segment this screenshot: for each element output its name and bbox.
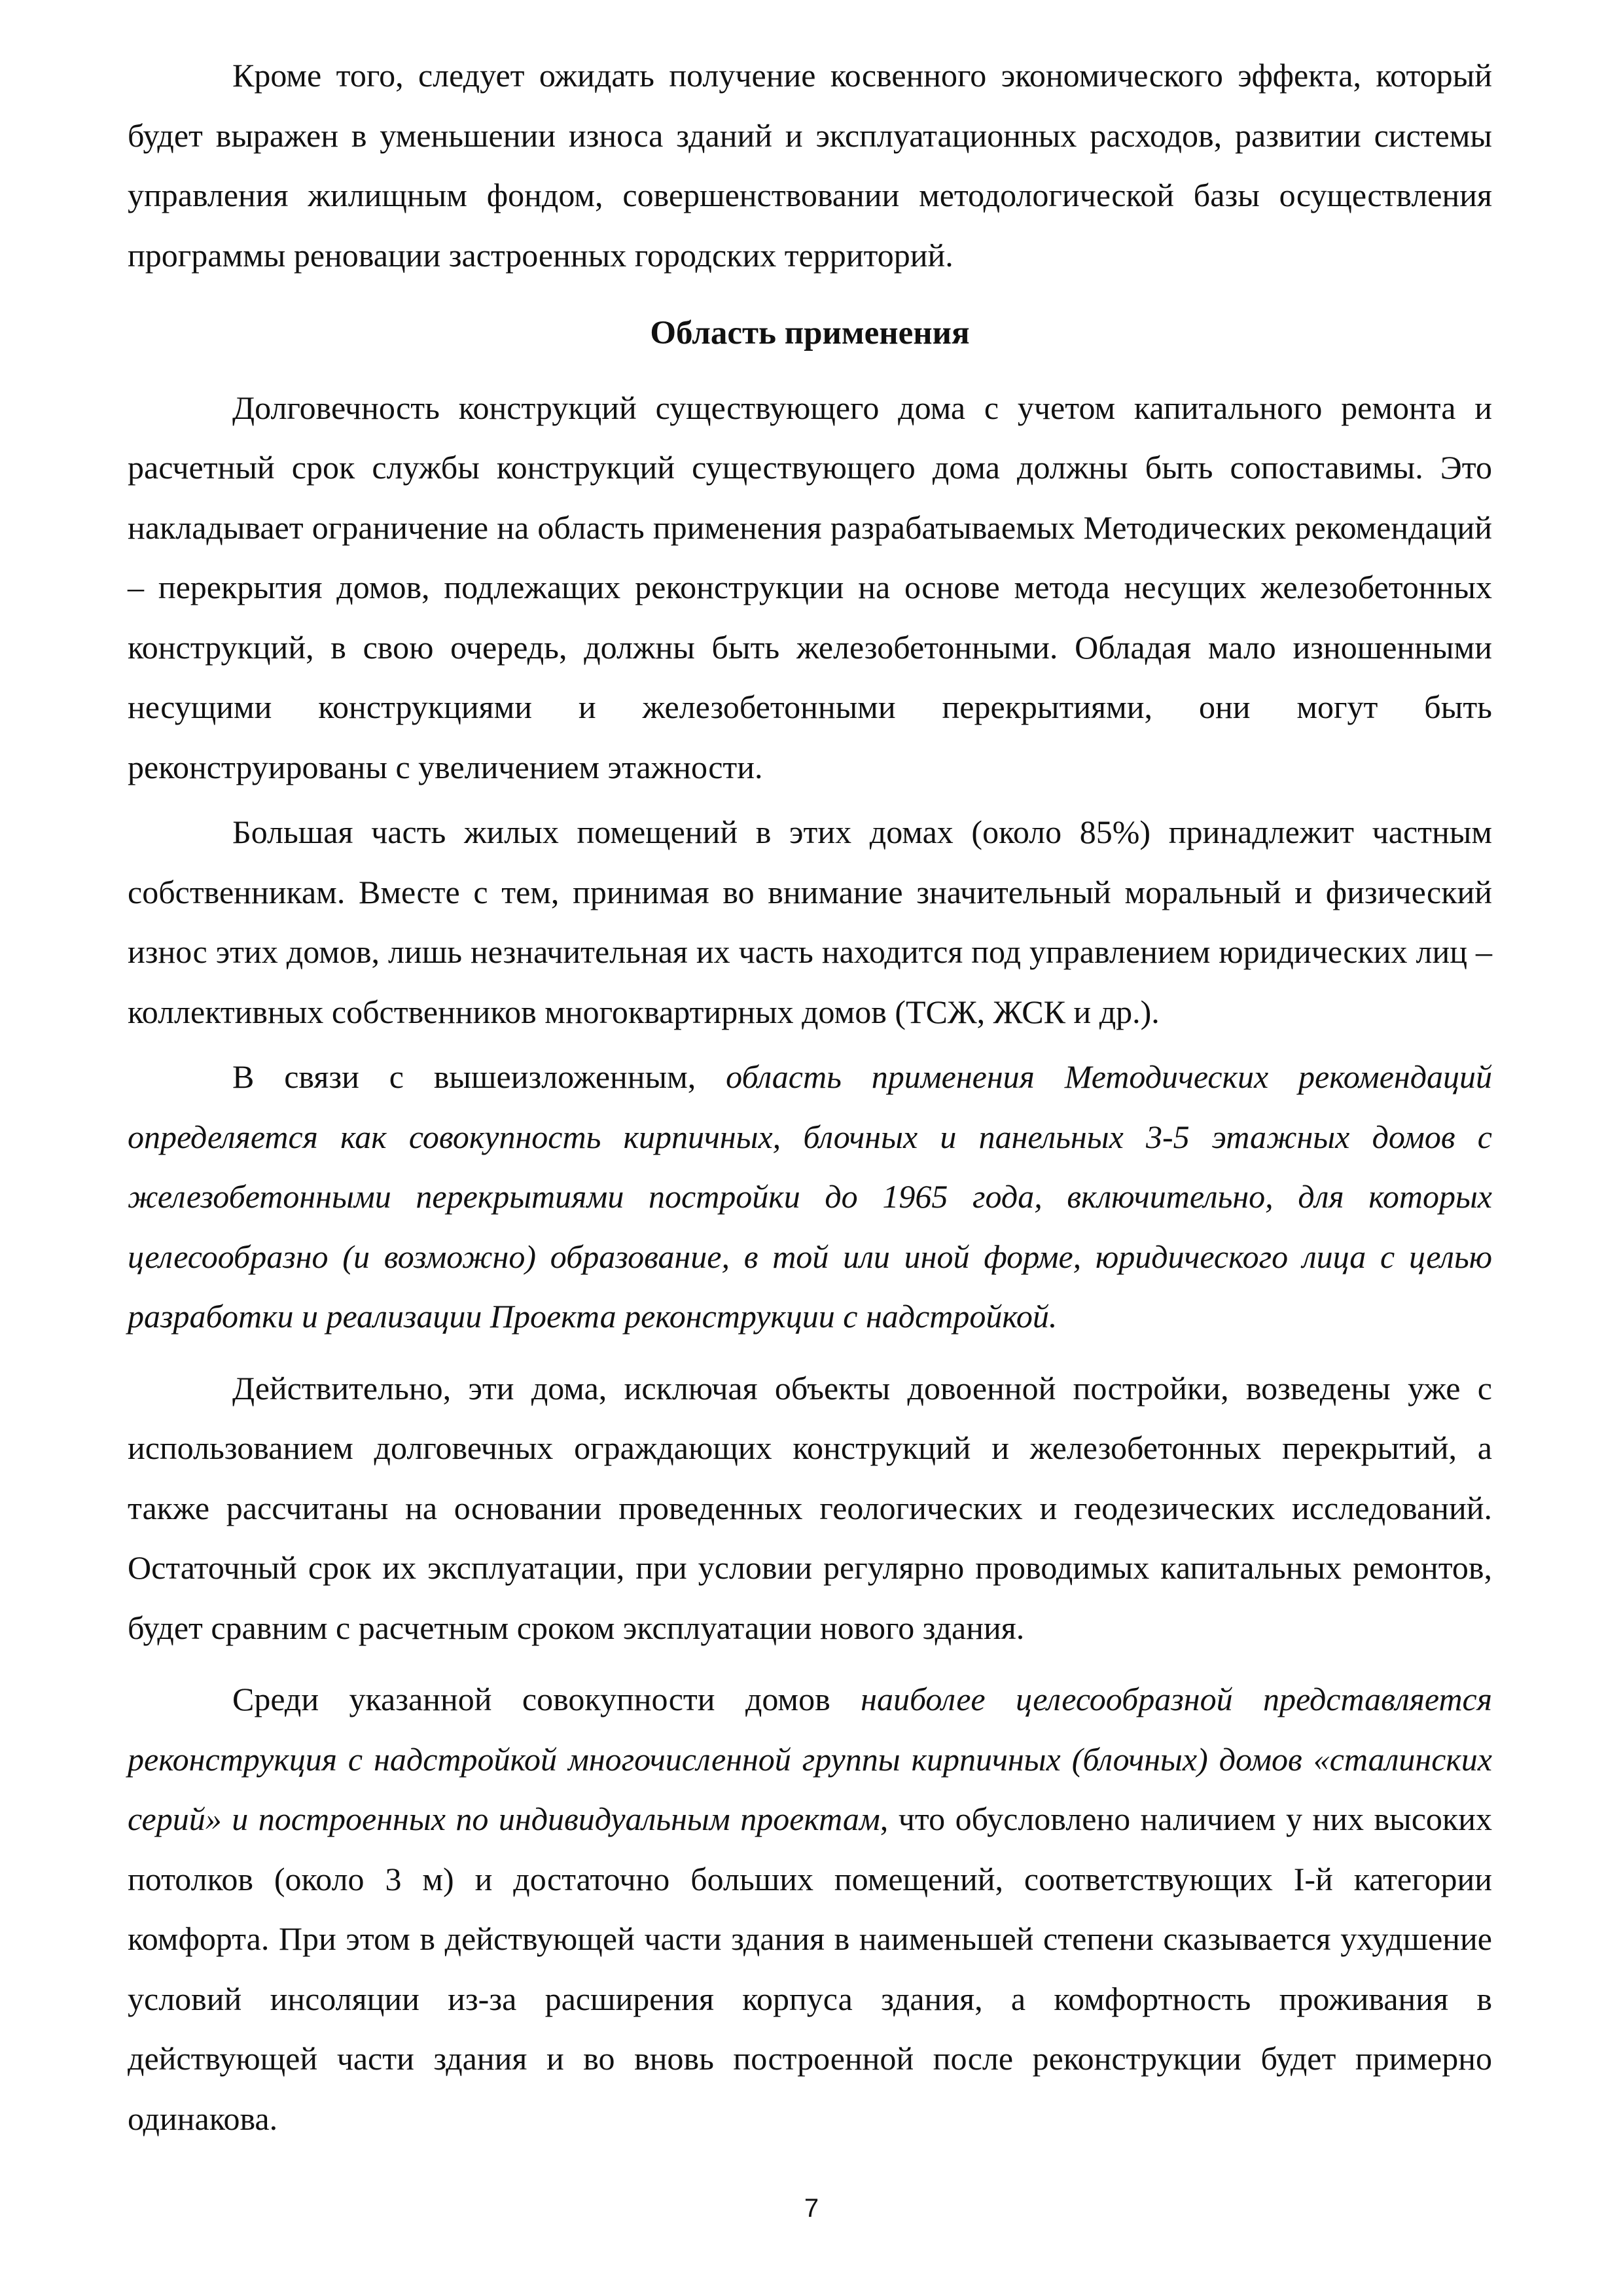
paragraph-scope-definition: область применения Методических рекомендаций определяется как совокупность кирпичных, блочных и панельных 3-5 этажных домов с железобетонными перекрытиями постройки до 1965 года, включительно, для которых целесообразно (и возможно) образование, в той или иной форме, юридического лица с целью разработки и реализации Проекта реконструкции с надстройкой. [128,1058,1492,1335]
paragraph-priority-tail: , что обусловлено наличием у них высоких потолков (около 3 м) и достаточно больших помещений, соответствующих I-й категории комфорта. При этом в действующей части здания в наименьшей степени сказывается ухудшение условий инсоляции из-за расширения корпуса здания, а комфортность проживания в действующей части здания и во вновь построенной после реконструкции будет примерно одинакова. [128,1801,1492,2137]
paragraph-priority-lead: Среди указанной совокупности домов [232,1681,861,1717]
paragraph-durability: Долговечность конструкций существующего дома с учетом капитального ремонта и расчетный срок службы конструкций существующего дома должны быть сопоставимы. Это накладывает ограничение на область применения разрабатываемых Методических рекомендаций – перекрытия домов, подлежащих реконструкции на основе метода несущих железобетонных конструкций, в свою очередь, должны быть железобетонными. Обладая мало изношенными несущими конструкциями и железобетонными перекрытиями, они могут быть реконструированы с увеличением этажности. [128,389,1492,785]
section-title: Область применения [650,315,970,351]
paragraph-ownership: Большая часть жилых помещений в этих домах (около 85%) принадлежит частным собственникам. Вместе с тем, принимая во внимание значительный моральный и физический износ этих домов, лишь незначительная их часть находится под управлением юридических лиц – коллективных собственников многоквартирных домов (ТСЖ, ЖСК и др.). [128,814,1492,1030]
document-page [128,46,1492,2149]
paragraph-priority-emphasis: наиболее целесообразной представляется реконструкция с надстройкой многочисленной группы кирпичных (блочных) домов «сталинских серий» и построенных по индивидуальным проектам [128,1681,1492,1837]
paragraph-priority [128,1670,1492,2149]
intro-paragraph: Кроме того, следует ожидать получение косвенного экономического эффекта, который будет выражен в уменьшении износа зданий и эксплуатационных расходов, развитии системы управления жилищным фондом, совершенствовании методологической базы осуществления программы реновации застроенных городских территорий. [128,57,1492,274]
paragraph-lifetime: Действительно, эти дома, исключая объекты довоенной постройки, возведены уже с использованием долговечных ограждающих конструкций и железобетонных перекрытий, а также рассчитаны на основании проведенных геологических и геодезических исследований. Остаточный срок их эксплуатации, при условии регулярно проводимых капитальных ремонтов, будет сравним с расчетным сроком эксплуатации нового здания. [128,1369,1492,1646]
page-number: 7 [804,2194,819,2223]
paragraph-scope-lead: В связи с вышеизложенным, [232,1058,726,1095]
paragraph-scope [128,1047,1492,1347]
